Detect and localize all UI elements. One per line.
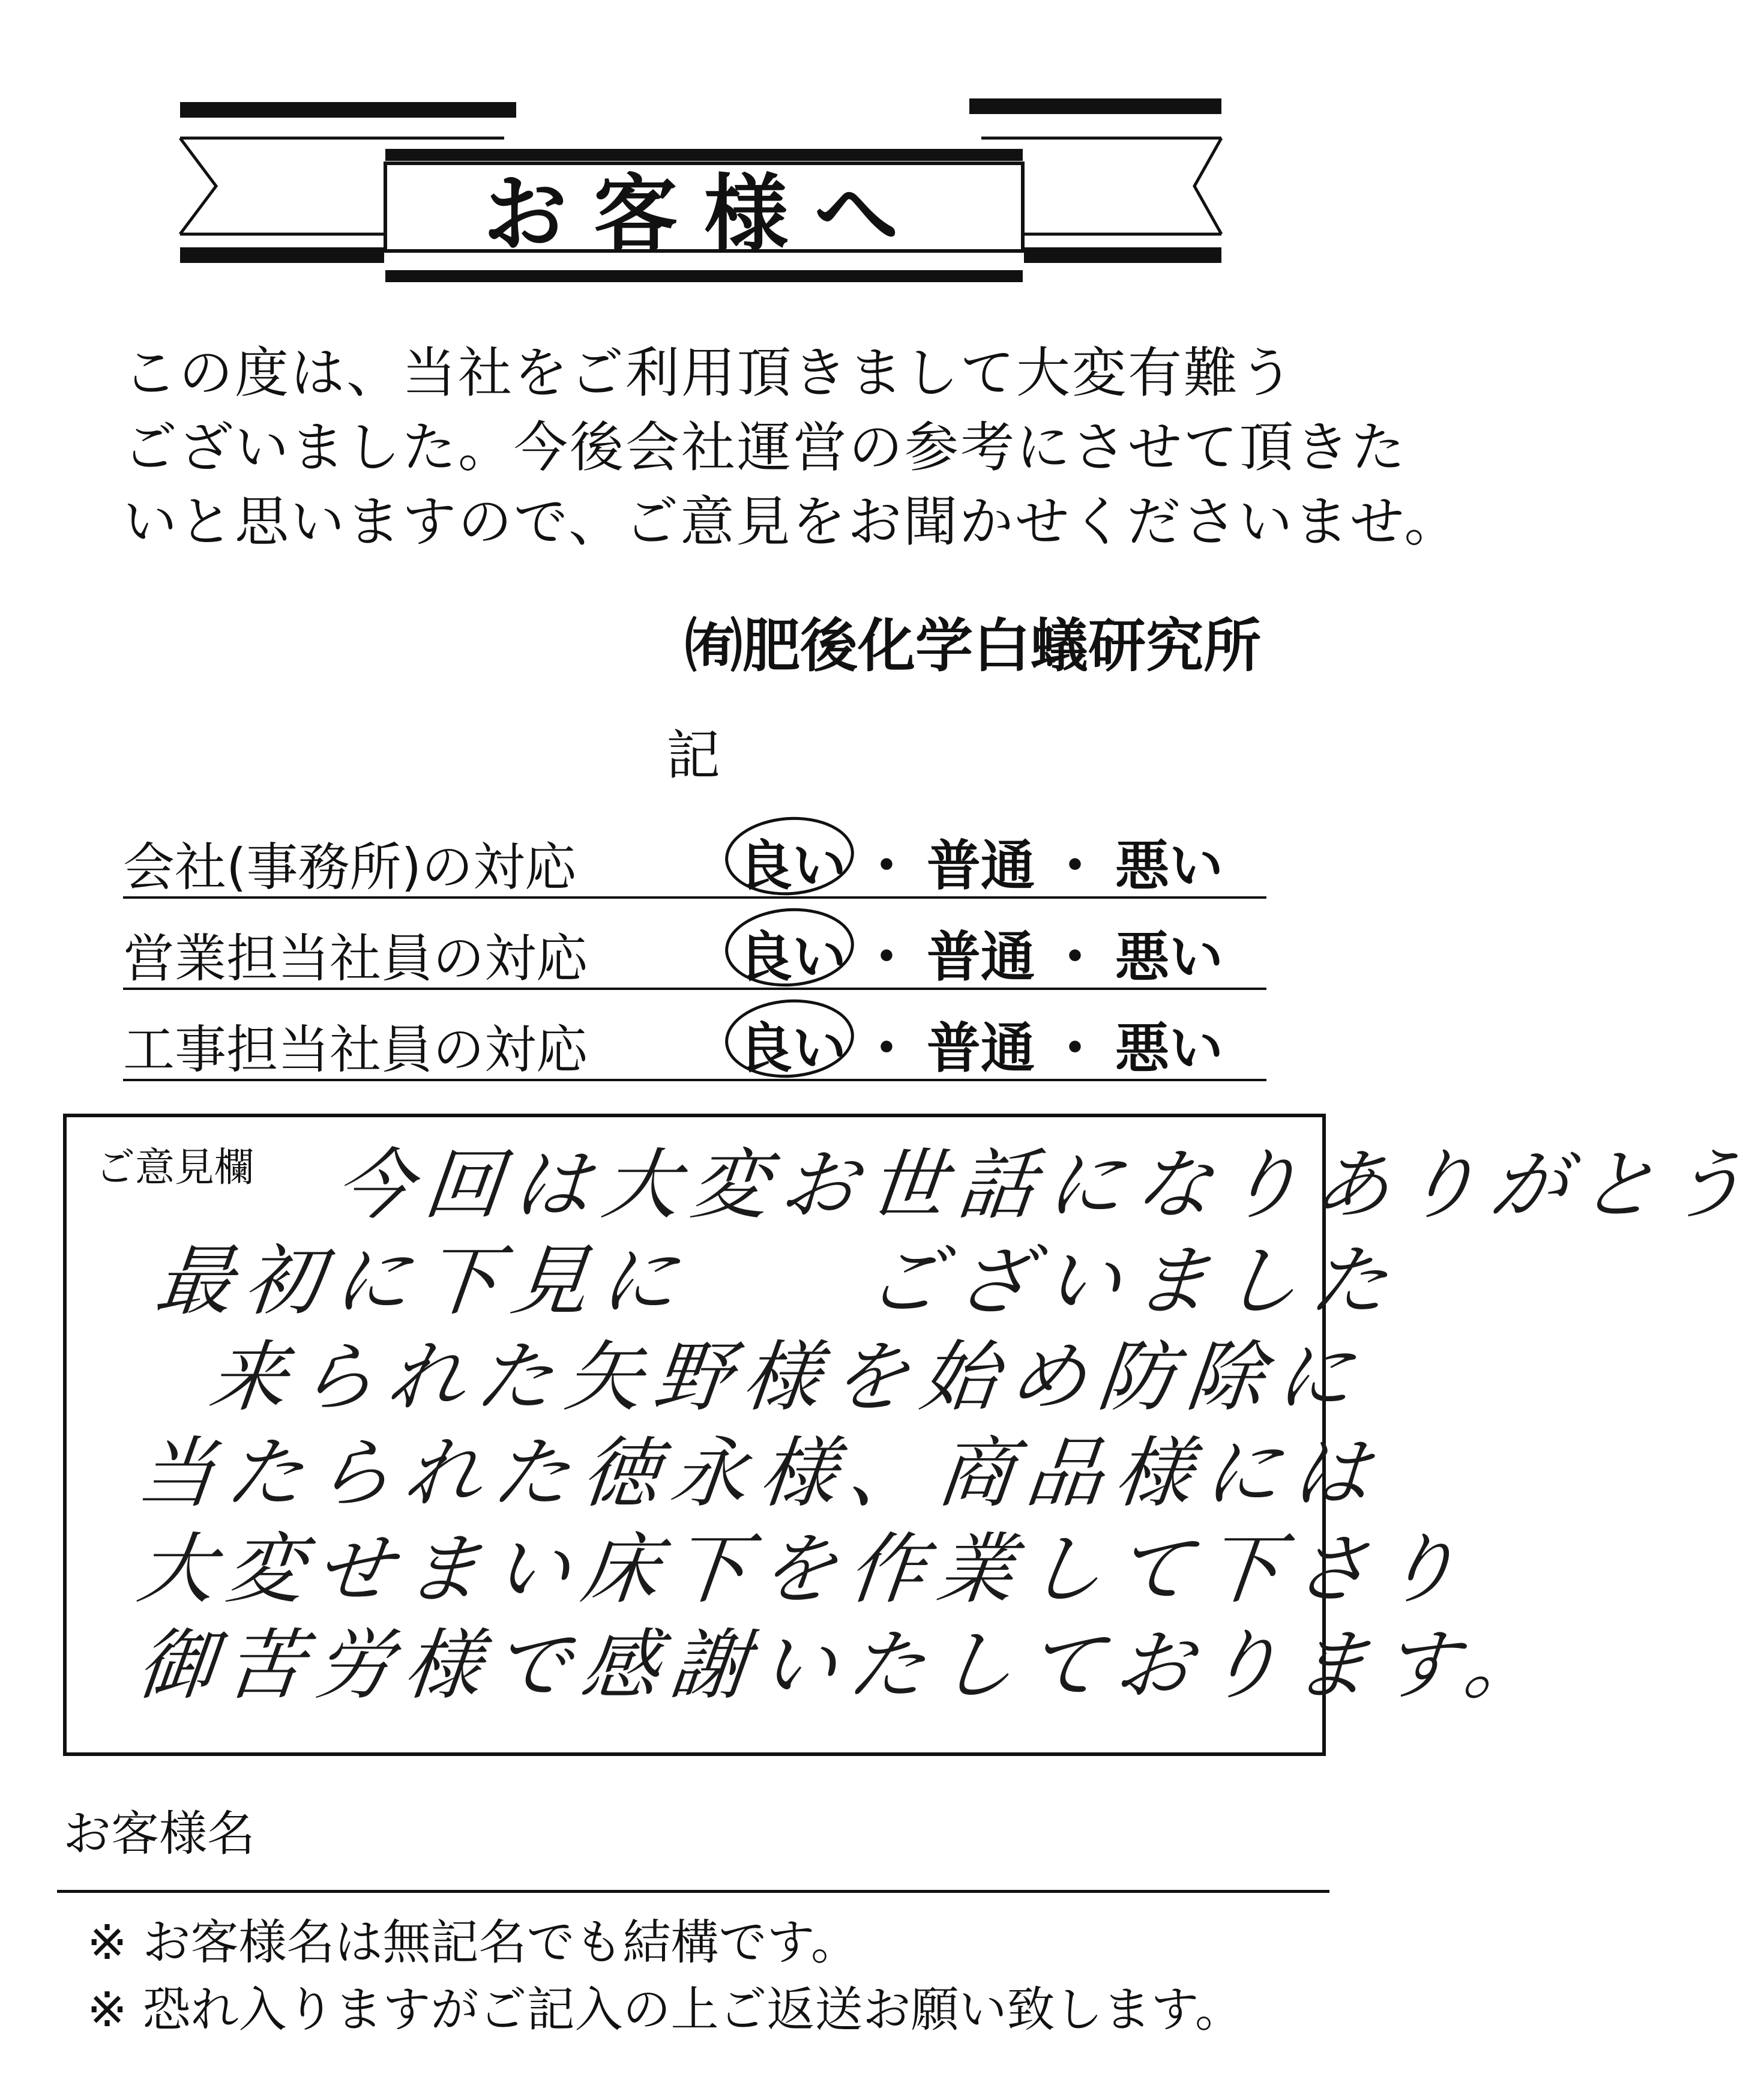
choice-normal[interactable]: 普通 [927,834,1035,898]
rating-choices [738,913,1223,991]
separator-dot: ・ [1048,1017,1102,1080]
choice-normal[interactable]: 普通 [927,926,1035,989]
choice-bad[interactable]: 悪い [1115,926,1223,989]
handwritten-line: 当たられた徳永様、商品様には [133,1429,1386,1518]
customer-name-label: お客様名 [63,1806,255,1862]
intro-line: いと思いますので、ご意見をお聞かせくださいませ。 [123,490,1460,554]
rating-row-office [123,807,1266,899]
title-banner [180,90,1228,294]
company-name: ㈲肥後化学白蟻研究所 [685,612,1261,680]
intro-line: この度は、当社をご利用頂きまして大変有難う [123,342,1295,405]
footer-notes [87,1909,1243,2044]
choice-good[interactable]: 良い [738,822,846,900]
note-line: ※ 恐れ入りますがご記入の上ご返送お願い致します。 [87,1982,1244,2038]
page-title: お客様へ [483,164,925,264]
intro-text [123,336,1460,560]
rating-label: 会社(事務所)の対応 [123,837,577,898]
separator-dot: ・ [1048,834,1102,898]
intro-line: ございました。今後会社運営の参考にさせて頂きた [123,416,1407,479]
separator-dot: ・ [1048,926,1102,989]
choice-normal[interactable]: 普通 [927,1017,1035,1080]
rating-label: 工事担当社員の対応 [123,1020,588,1080]
handwritten-line: 最初に下見に ございました [151,1237,1404,1326]
separator-dot: ・ [859,926,914,989]
choice-bad[interactable]: 悪い [1115,1017,1223,1080]
rating-table [123,807,1266,1081]
choice-good[interactable]: 良い [738,1004,846,1082]
rating-row-construction [123,990,1266,1081]
opinion-label: ご意見欄 [95,1144,254,1190]
choice-good[interactable]: 良い [738,913,846,991]
customer-name-line[interactable] [57,1890,1329,1893]
separator-dot: ・ [859,1017,914,1080]
opinion-box[interactable] [63,1114,1762,1756]
handwritten-line: 来られた矢野様を始め防除に [205,1333,1370,1422]
rating-row-sales [123,899,1266,990]
handwritten-line: 御苦労様で感謝いたしております。 [133,1621,1558,1710]
rating-choices [738,822,1223,900]
choice-bad[interactable]: 悪い [1115,834,1223,898]
handwritten-line: 大変せまい床下を作業して下さり [133,1525,1475,1614]
rating-label: 営業担当社員の対応 [123,929,588,989]
separator-dot: ・ [859,834,914,898]
rating-choices [738,1004,1223,1082]
handwritten-line: 今回は大変お世話になりありがとう [331,1141,1762,1230]
note-line: ※ お客様名は無記名でも結構です。 [87,1914,859,1970]
record-heading: 記 [666,724,720,787]
